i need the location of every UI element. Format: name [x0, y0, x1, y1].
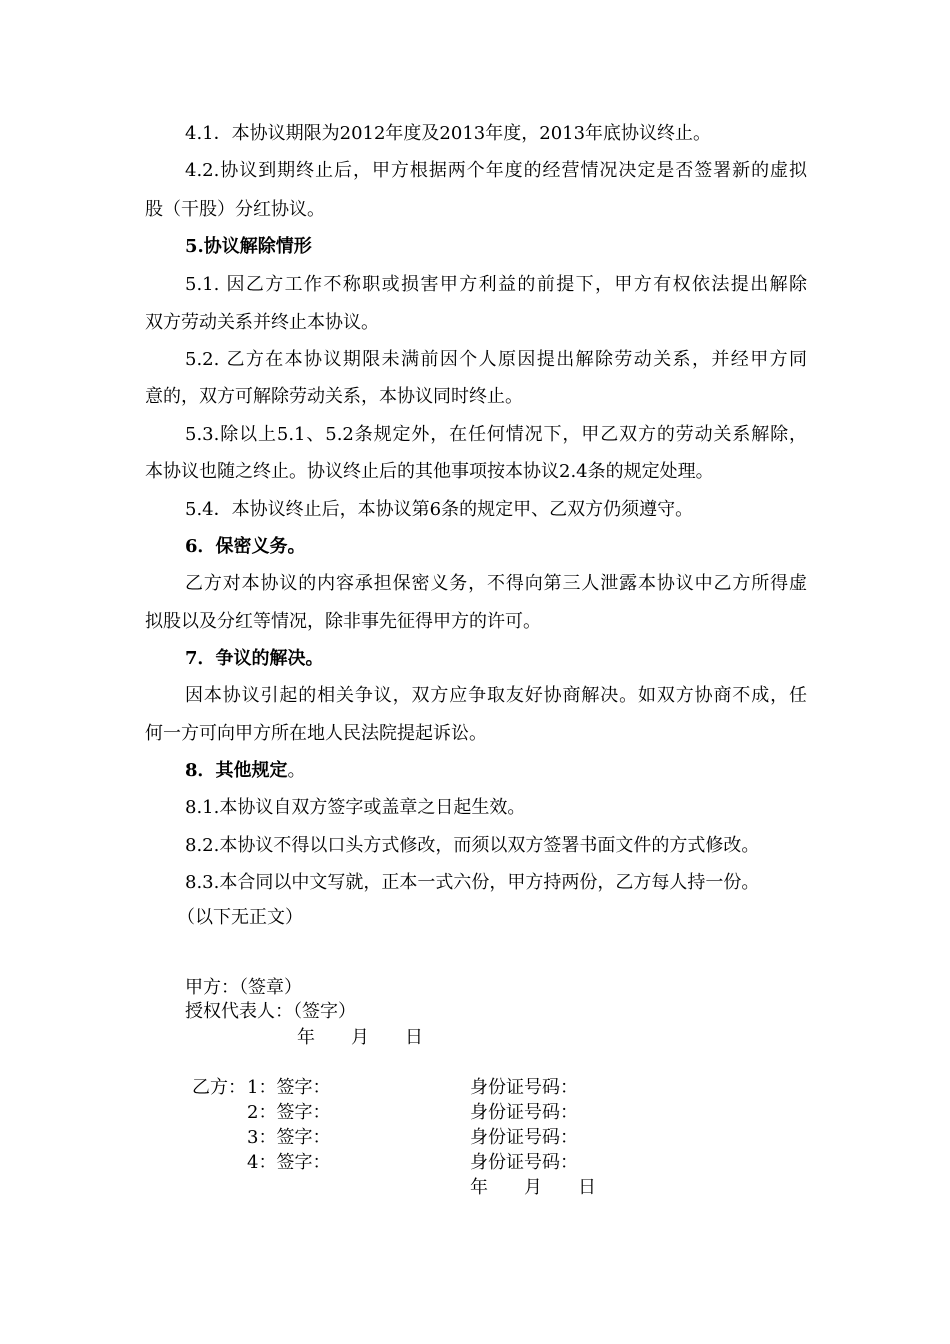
no-further-text: （以下无正文）	[177, 907, 303, 928]
clause-8-2: 8.2.本协议不得以口头方式修改，而须以双方签署书面文件的方式修改。	[185, 835, 760, 856]
clause-7-line1: 因本协议引起的相关争议，双方应争取友好协商解决。如双方协商不成，任	[185, 685, 807, 706]
clause-5-2-line2: 意的，双方可解除劳动关系，本协议同时终止。	[145, 386, 523, 407]
party-b-sign-4: 4：签字：	[247, 1152, 331, 1173]
authorized-rep-signature: 授权代表人：（签字）	[185, 1001, 356, 1022]
party-b-sign-2: 2：签字：	[247, 1102, 331, 1123]
party-b-label: 乙方：	[192, 1077, 246, 1098]
clause-8-1: 8.1.本协议自双方签字或盖章之日起生效。	[185, 797, 526, 818]
heading-5: 5.协议解除情形	[185, 236, 312, 257]
clause-5-4: 5.4．本协议终止后，本协议第6条的规定甲、乙双方仍须遵守。	[185, 499, 694, 520]
clause-7-line2: 何一方可向甲方所在地人民法院提起诉讼。	[145, 723, 487, 744]
clause-4-1: 4.1．本协议期限为2012年度及2013年度，2013年底协议终止。	[185, 123, 712, 144]
clause-4-2-line1: 4.2.协议到期终止后，甲方根据两个年度的经营情况决定是否签署新的虚拟	[185, 160, 807, 181]
party-b-id-1: 身份证号码：	[470, 1077, 578, 1098]
heading-8	[185, 759, 306, 783]
party-a-seal: 甲方：（签章）	[185, 977, 302, 998]
party-b-date: 年 月 日	[470, 1177, 596, 1198]
heading-8-text: 8．其他规定	[185, 760, 288, 781]
clause-8-3: 8.3.本合同以中文写就，正本一式六份，甲方持两份，乙方每人持一份。	[185, 872, 760, 893]
party-b-id-3: 身份证号码：	[470, 1127, 578, 1148]
heading-7: 7．争议的解决。	[185, 648, 324, 669]
clause-5-2-line1: 5.2. 乙方在本协议期限未满前因个人原因提出解除劳动关系，并经甲方同	[185, 349, 807, 370]
clause-5-1-line1: 5.1. 因乙方工作不称职或损害甲方利益的前提下，甲方有权依法提出解除	[185, 274, 807, 295]
clause-6-line1: 乙方对本协议的内容承担保密义务，不得向第三人泄露本协议中乙方所得虚	[185, 573, 807, 594]
party-b-id-2: 身份证号码：	[470, 1102, 578, 1123]
heading-6: 6．保密义务。	[185, 536, 306, 557]
party-b-id-4: 身份证号码：	[470, 1152, 578, 1173]
party-b-sign-3: 3：签字：	[247, 1127, 331, 1148]
clause-4-2-line2: 股（干股）分红协议。	[145, 199, 325, 220]
clause-5-3-line1: 5.3.除以上5.1、5.2条规定外，在任何情况下，甲乙双方的劳动关系解除，	[185, 424, 807, 445]
clause-5-3-line2: 本协议也随之终止。协议终止后的其他事项按本协议2.4条的规定处理。	[145, 461, 714, 482]
party-a-date: 年 月 日	[297, 1027, 423, 1048]
party-b-sign-1: 1：签字：	[247, 1077, 331, 1098]
clause-5-1-line2: 双方劳动关系并终止本协议。	[145, 312, 379, 333]
heading-8-period: 。	[287, 760, 306, 781]
clause-6-line2: 拟股以及分红等情况，除非事先征得甲方的许可。	[145, 611, 541, 632]
